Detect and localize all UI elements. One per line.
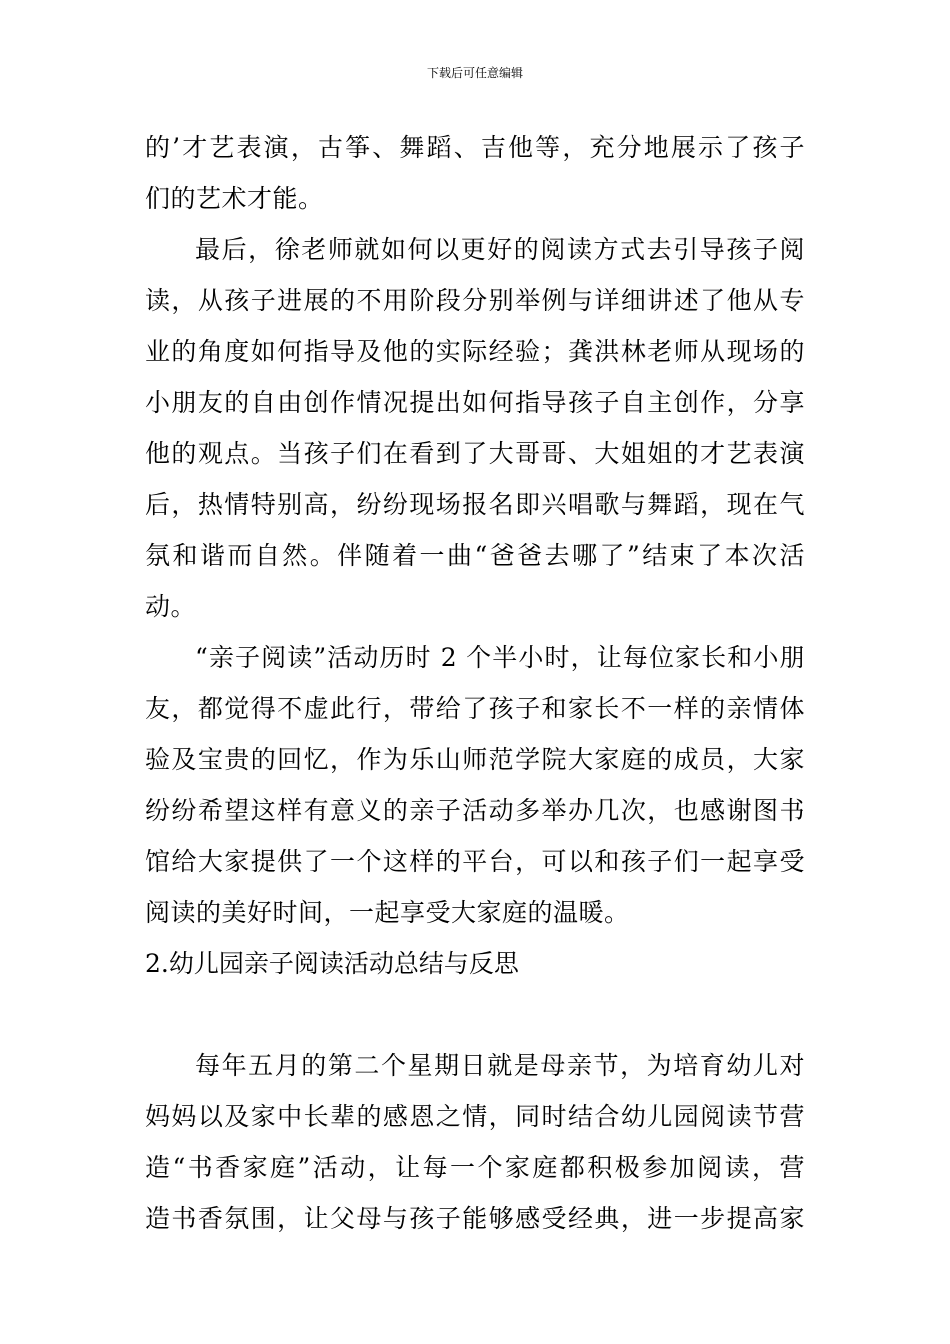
section-heading: 2.幼儿园亲子阅读活动总结与反思: [145, 949, 519, 978]
paragraph-line: 验及宝贵的回忆，作为乐山师范学院大家庭的成员，大家: [145, 745, 805, 774]
paragraph-line: 纷纷希望这样有意义的亲子活动多举办几次，也感谢图书: [145, 796, 805, 825]
paragraph-line: 氛和谐而自然。伴随着一曲“爸爸去哪了”结束了本次活: [145, 541, 805, 570]
paragraph-line: 造“书香家庭”活动，让每一个家庭都积极参加阅读，营: [145, 1153, 805, 1182]
paragraph-1: [145, 122, 805, 224]
paragraph-line: 妈妈以及家中长辈的感恩之情，同时结合幼儿园阅读节营: [145, 1102, 805, 1131]
paragraph-line: 后，热情特别高，纷纷现场报名即兴唱歌与舞蹈，现在气: [145, 490, 805, 519]
paragraph-line: “亲子阅读”活动历时 2 个半小时，让每位家长和小朋: [195, 643, 805, 672]
paragraph-line: 他的观点。当孩子们在看到了大哥哥、大姐姐的才艺表演: [145, 439, 805, 468]
paragraph-line: 的’才艺表演，古筝、舞蹈、吉他等，充分地展示了孩子: [145, 133, 805, 162]
paragraph-line: 动。: [145, 592, 197, 621]
paragraph-line: 每年五月的第二个星期日就是母亲节，为培育幼儿对: [195, 1051, 805, 1080]
paragraph-2: [145, 224, 805, 632]
paragraph-line: 造书香氛围，让父母与孩子能够感受经典，进一步提高家: [145, 1204, 805, 1233]
paragraph-line: 阅读的美好时间，一起享受大家庭的温暖。: [145, 898, 630, 927]
paragraph-line: 最后，徐老师就如何以更好的阅读方式去引导孩子阅: [195, 235, 805, 264]
paragraph-line: 友，都觉得不虚此行，带给了孩子和家长不一样的亲情体: [145, 694, 805, 723]
paragraph-line: 们的艺术才能。: [145, 184, 324, 213]
paragraph-4: [145, 1040, 805, 1244]
paragraph-line: 业的角度如何指导及他的实际经验；龚洪林老师从现场的: [145, 337, 805, 366]
paragraph-3: [145, 632, 805, 938]
page-header: 下载后可任意编辑: [426, 66, 523, 80]
paragraph-line: 馆给大家提供了一个这样的平台，可以和孩子们一起享受: [145, 847, 805, 876]
blank-line: [145, 989, 805, 1040]
paragraph-line: 读，从孩子进展的不用阶段分别举例与详细讲述了他从专: [145, 286, 805, 315]
document-body: [145, 122, 805, 1244]
paragraph-line: 小朋友的自由创作情况提出如何指导孩子自主创作，分享: [145, 388, 805, 417]
